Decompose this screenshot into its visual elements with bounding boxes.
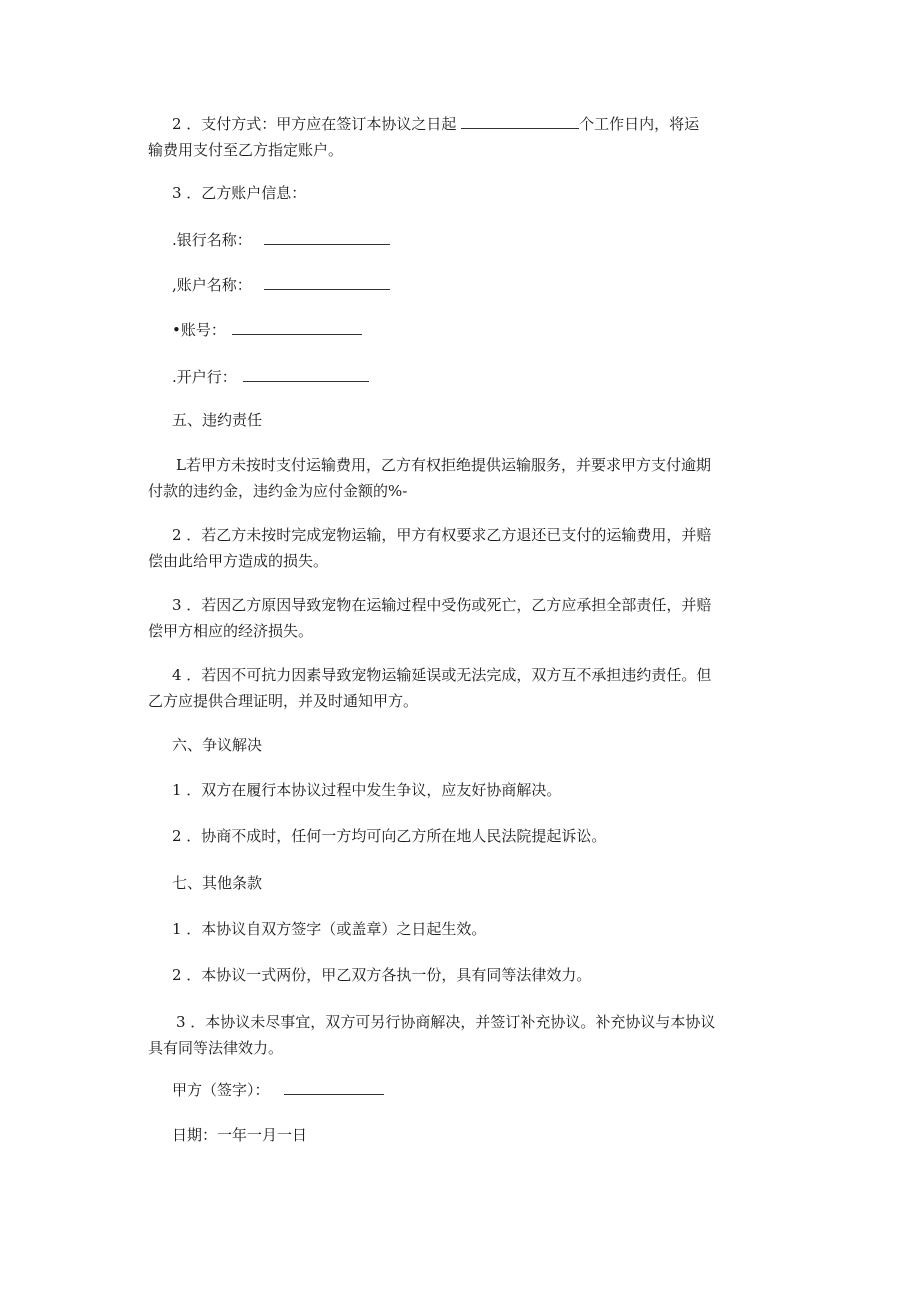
other-terms-item-2: 2 ．本协议一式两份，甲乙双方各执一份，具有同等法律效力。 [172, 966, 592, 984]
account-info-heading: 3 ．乙方账户信息： [172, 184, 307, 202]
breach-item-3-line-2: 偿甲方相应的经济损失。 [148, 622, 314, 640]
other-terms-item-3-line-2: 具有同等法律效力。 [148, 1039, 284, 1057]
account-number-blank [232, 320, 362, 335]
breach-heading: 五、违约责任 [172, 411, 263, 429]
other-terms-heading: 七、其他条款 [172, 874, 263, 892]
breach-item-1-line-2: 付款的违约金，违约金为应付金额的%- [148, 482, 408, 500]
breach-item-4-line-1: 4 ．若因不可抗力因素导致宠物运输延误或无法完成，双方互不承担违约责任。但 [172, 666, 712, 684]
other-terms-item-3-line-1: 3 ．本协议未尽事宜，双方可另行协商解决，并签订补充协议。补充协议与本协议 [176, 1013, 716, 1031]
bank-name-blank [264, 230, 390, 245]
payment-clause-text-pre: 2 ．支付方式：甲方应在签订本协议之日起 [172, 115, 462, 133]
account-name-label: ,账户名称： [172, 276, 252, 294]
bank-branch-blank [243, 367, 369, 382]
breach-item-2-line-1: 2 ．若乙方未按时完成宠物运输，甲方有权要求乙方退还已支付的运输费用，并赔 [172, 526, 712, 544]
account-name-blank [264, 275, 390, 290]
bank-name-label: .银行名称： [172, 231, 252, 249]
account-number-line [172, 320, 362, 340]
party-a-signature-blank [284, 1080, 384, 1095]
payment-clause-text-post: 个工作日内，将运 [579, 115, 700, 133]
bank-branch-line [172, 367, 369, 387]
payment-days-blank [461, 114, 579, 129]
bank-name-line [172, 230, 390, 250]
account-name-line [172, 275, 390, 295]
dispute-heading: 六、争议解决 [172, 736, 263, 754]
other-terms-item-1: 1 ．本协议自双方签字（或盖章）之日起生效。 [172, 920, 487, 938]
payment-clause-line-2: 输费用支付至乙方指定账户。 [148, 141, 344, 159]
dispute-item-2: 2 ．协商不成时，任何一方均可向乙方所在地人民法院提起诉讼。 [172, 827, 607, 845]
breach-item-3-line-1: 3 ．若因乙方原因导致宠物在运输过程中受伤或死亡，乙方应承担全部责任，并赔 [172, 596, 712, 614]
bank-branch-label: .开户行： [172, 368, 237, 386]
account-number-label: •账号： [172, 321, 226, 339]
party-a-signature-label: 甲方（签字）： [172, 1081, 270, 1099]
party-a-signature-line [172, 1080, 384, 1100]
signature-date: 日期：一年一月一日 [172, 1126, 308, 1144]
dispute-item-1: 1 ．双方在履行本协议过程中发生争议，应友好协商解决。 [172, 781, 562, 799]
breach-item-4-line-2: 乙方应提供合理证明，并及时通知甲方。 [148, 692, 419, 710]
breach-item-1-line-1: L若甲方未按时支付运输费用，乙方有权拒绝提供运输服务，并要求甲方支付逾期 [176, 456, 711, 474]
breach-item-2-line-2: 偿由此给甲方造成的损失。 [148, 552, 329, 570]
payment-clause-line-1 [172, 114, 699, 134]
